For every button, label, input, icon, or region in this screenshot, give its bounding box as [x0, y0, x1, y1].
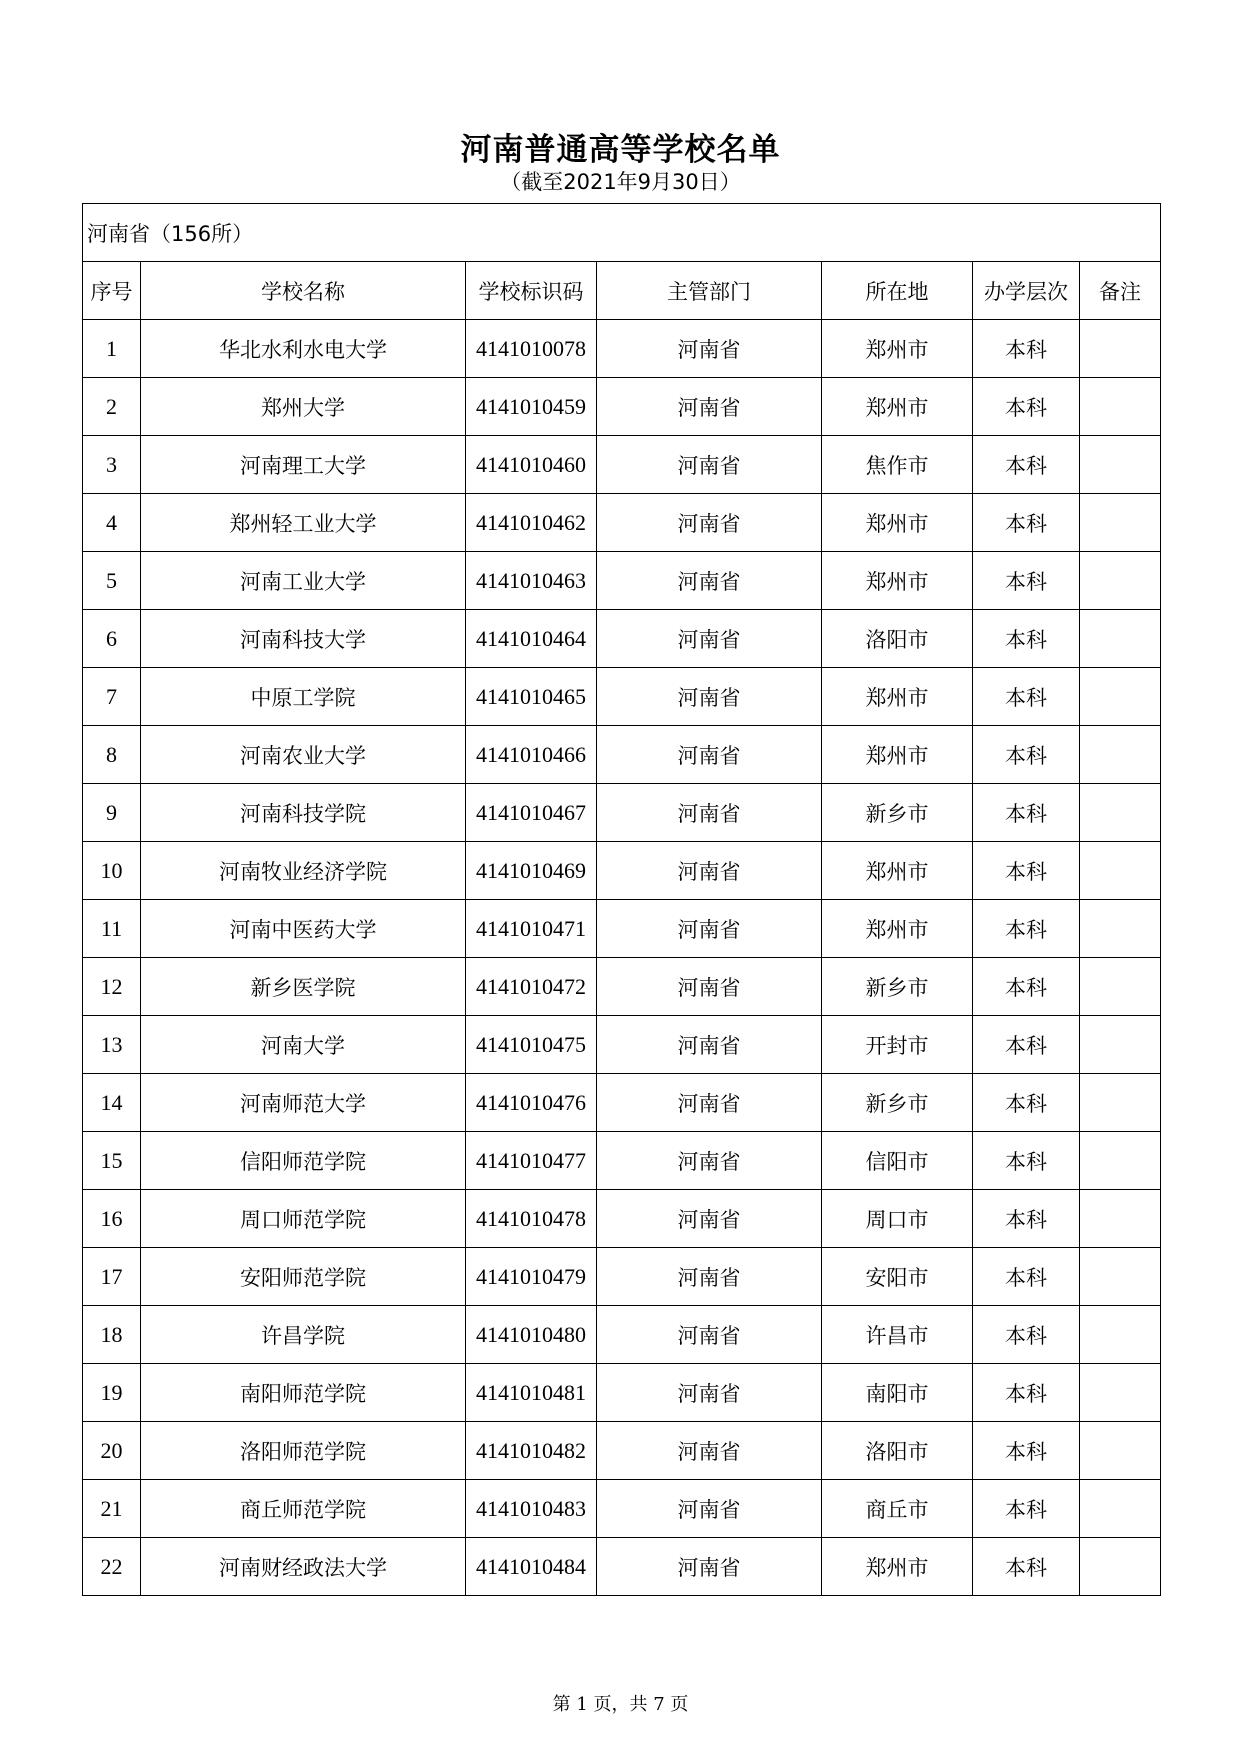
table-row: [83, 1132, 1161, 1190]
cell-location: 郑州市: [822, 1538, 973, 1596]
cell-department: 河南省: [597, 1016, 822, 1074]
cell-school-name: 信阳师范学院: [141, 1132, 466, 1190]
cell-school-name: 新乡医学院: [141, 958, 466, 1016]
cell-school-code: 4141010471: [466, 900, 597, 958]
cell-serial: 14: [83, 1074, 141, 1132]
cell-location: 郑州市: [822, 552, 973, 610]
cell-school-name: 商丘师范学院: [141, 1480, 466, 1538]
cell-school-name: 郑州大学: [141, 378, 466, 436]
cell-school-code: 4141010459: [466, 378, 597, 436]
cell-department: 河南省: [597, 842, 822, 900]
cell-school-code: 4141010466: [466, 726, 597, 784]
cell-school-code: 4141010477: [466, 1132, 597, 1190]
cell-level: 本科: [973, 1364, 1080, 1422]
table-row: [83, 494, 1161, 552]
cell-department: 河南省: [597, 668, 822, 726]
cell-serial: 22: [83, 1538, 141, 1596]
cell-note: [1080, 1016, 1161, 1074]
cell-school-code: 4141010460: [466, 436, 597, 494]
table-row: [83, 320, 1161, 378]
cell-department: 河南省: [597, 320, 822, 378]
cell-location: 新乡市: [822, 1074, 973, 1132]
cell-department: 河南省: [597, 726, 822, 784]
table-row: [83, 1364, 1161, 1422]
cell-note: [1080, 378, 1161, 436]
table-row: [83, 1248, 1161, 1306]
cell-school-code: 4141010465: [466, 668, 597, 726]
cell-note: [1080, 1190, 1161, 1248]
cell-school-code: 4141010478: [466, 1190, 597, 1248]
cell-school-name: 河南师范大学: [141, 1074, 466, 1132]
table-row: [83, 1190, 1161, 1248]
cell-serial: 19: [83, 1364, 141, 1422]
cell-school-code: 4141010463: [466, 552, 597, 610]
cell-level: 本科: [973, 494, 1080, 552]
cell-serial: 13: [83, 1016, 141, 1074]
cell-department: 河南省: [597, 610, 822, 668]
cell-department: 河南省: [597, 958, 822, 1016]
table-row: [83, 900, 1161, 958]
cell-school-code: 4141010462: [466, 494, 597, 552]
table-row: [83, 378, 1161, 436]
table-row: [83, 726, 1161, 784]
cell-note: [1080, 610, 1161, 668]
cell-location: 郑州市: [822, 320, 973, 378]
cell-location: 许昌市: [822, 1306, 973, 1364]
cell-note: [1080, 320, 1161, 378]
cell-school-code: 4141010469: [466, 842, 597, 900]
table-row: [83, 552, 1161, 610]
cell-level: 本科: [973, 610, 1080, 668]
cell-serial: 10: [83, 842, 141, 900]
cell-department: 河南省: [597, 1132, 822, 1190]
cell-department: 河南省: [597, 1480, 822, 1538]
cell-school-name: 河南中医药大学: [141, 900, 466, 958]
cell-level: 本科: [973, 1074, 1080, 1132]
document-title: 河南普通高等学校名单: [460, 132, 781, 168]
cell-department: 河南省: [597, 900, 822, 958]
cell-note: [1080, 900, 1161, 958]
cell-location: 开封市: [822, 1016, 973, 1074]
cell-school-name: 郑州轻工业大学: [141, 494, 466, 552]
cell-serial: 11: [83, 900, 141, 958]
cell-level: 本科: [973, 900, 1080, 958]
cell-serial: 2: [83, 378, 141, 436]
cell-school-code: 4141010482: [466, 1422, 597, 1480]
cell-location: 郑州市: [822, 378, 973, 436]
cell-school-code: 4141010475: [466, 1016, 597, 1074]
table-row: [83, 1538, 1161, 1596]
cell-level: 本科: [973, 726, 1080, 784]
cell-serial: 21: [83, 1480, 141, 1538]
cell-level: 本科: [973, 1016, 1080, 1074]
table-row: [83, 958, 1161, 1016]
table-row: [83, 842, 1161, 900]
cell-school-name: 中原工学院: [141, 668, 466, 726]
cell-note: [1080, 436, 1161, 494]
table-row: [83, 1074, 1161, 1132]
cell-school-name: 河南科技学院: [141, 784, 466, 842]
cell-location: 郑州市: [822, 494, 973, 552]
cell-location: 新乡市: [822, 784, 973, 842]
column-header-row: [83, 262, 1161, 320]
cell-department: 河南省: [597, 552, 822, 610]
cell-level: 本科: [973, 1248, 1080, 1306]
cell-level: 本科: [973, 1422, 1080, 1480]
cell-location: 洛阳市: [822, 610, 973, 668]
cell-level: 本科: [973, 1132, 1080, 1190]
document-subtitle: （截至2021年9月30日）: [500, 170, 741, 194]
header-note: 备注: [1080, 262, 1161, 320]
cell-school-code: 4141010476: [466, 1074, 597, 1132]
cell-department: 河南省: [597, 784, 822, 842]
cell-note: [1080, 1480, 1161, 1538]
cell-serial: 20: [83, 1422, 141, 1480]
table-row: [83, 1480, 1161, 1538]
cell-location: 南阳市: [822, 1364, 973, 1422]
cell-note: [1080, 1248, 1161, 1306]
cell-school-code: 4141010479: [466, 1248, 597, 1306]
cell-department: 河南省: [597, 494, 822, 552]
cell-school-name: 华北水利水电大学: [141, 320, 466, 378]
table-row: [83, 784, 1161, 842]
cell-department: 河南省: [597, 1190, 822, 1248]
cell-level: 本科: [973, 552, 1080, 610]
cell-serial: 15: [83, 1132, 141, 1190]
cell-note: [1080, 784, 1161, 842]
cell-note: [1080, 958, 1161, 1016]
cell-note: [1080, 1422, 1161, 1480]
cell-note: [1080, 668, 1161, 726]
cell-serial: 3: [83, 436, 141, 494]
cell-level: 本科: [973, 378, 1080, 436]
cell-serial: 12: [83, 958, 141, 1016]
cell-department: 河南省: [597, 378, 822, 436]
cell-location: 新乡市: [822, 958, 973, 1016]
cell-department: 河南省: [597, 1364, 822, 1422]
cell-location: 商丘市: [822, 1480, 973, 1538]
cell-school-name: 河南科技大学: [141, 610, 466, 668]
page-footer: 第 1 页，共 7 页: [552, 1694, 689, 1715]
cell-school-code: 4141010481: [466, 1364, 597, 1422]
cell-note: [1080, 1132, 1161, 1190]
cell-school-code: 4141010480: [466, 1306, 597, 1364]
header-level: 办学层次: [973, 262, 1080, 320]
cell-school-name: 洛阳师范学院: [141, 1422, 466, 1480]
cell-school-name: 南阳师范学院: [141, 1364, 466, 1422]
cell-location: 郑州市: [822, 726, 973, 784]
cell-serial: 4: [83, 494, 141, 552]
cell-school-name: 河南农业大学: [141, 726, 466, 784]
cell-serial: 17: [83, 1248, 141, 1306]
cell-level: 本科: [973, 1538, 1080, 1596]
cell-note: [1080, 552, 1161, 610]
cell-serial: 8: [83, 726, 141, 784]
table-row: [83, 1306, 1161, 1364]
cell-location: 安阳市: [822, 1248, 973, 1306]
cell-level: 本科: [973, 320, 1080, 378]
cell-department: 河南省: [597, 1422, 822, 1480]
cell-note: [1080, 842, 1161, 900]
cell-note: [1080, 494, 1161, 552]
cell-serial: 1: [83, 320, 141, 378]
cell-location: 信阳市: [822, 1132, 973, 1190]
cell-note: [1080, 726, 1161, 784]
cell-location: 郑州市: [822, 842, 973, 900]
cell-level: 本科: [973, 784, 1080, 842]
cell-school-name: 周口师范学院: [141, 1190, 466, 1248]
cell-school-name: 河南牧业经济学院: [141, 842, 466, 900]
cell-department: 河南省: [597, 1074, 822, 1132]
cell-note: [1080, 1538, 1161, 1596]
cell-location: 郑州市: [822, 668, 973, 726]
cell-serial: 16: [83, 1190, 141, 1248]
cell-level: 本科: [973, 1190, 1080, 1248]
cell-department: 河南省: [597, 1538, 822, 1596]
cell-school-name: 河南财经政法大学: [141, 1538, 466, 1596]
table-row: [83, 610, 1161, 668]
cell-school-code: 4141010483: [466, 1480, 597, 1538]
cell-school-name: 河南大学: [141, 1016, 466, 1074]
table-row: [83, 436, 1161, 494]
cell-level: 本科: [973, 1480, 1080, 1538]
header-school-name: 学校名称: [141, 262, 466, 320]
cell-department: 河南省: [597, 1306, 822, 1364]
cell-location: 焦作市: [822, 436, 973, 494]
cell-school-code: 4141010464: [466, 610, 597, 668]
cell-level: 本科: [973, 436, 1080, 494]
section-label: 河南省（156所）: [83, 204, 1161, 262]
cell-school-name: 安阳师范学院: [141, 1248, 466, 1306]
cell-serial: 5: [83, 552, 141, 610]
cell-note: [1080, 1306, 1161, 1364]
cell-serial: 9: [83, 784, 141, 842]
cell-serial: 18: [83, 1306, 141, 1364]
header-serial: 序号: [83, 262, 141, 320]
cell-department: 河南省: [597, 1248, 822, 1306]
cell-location: 郑州市: [822, 900, 973, 958]
header-location: 所在地: [822, 262, 973, 320]
table-row: [83, 668, 1161, 726]
cell-location: 周口市: [822, 1190, 973, 1248]
section-header-row: [83, 204, 1161, 262]
cell-level: 本科: [973, 1306, 1080, 1364]
table-row: [83, 1422, 1161, 1480]
cell-school-code: 4141010484: [466, 1538, 597, 1596]
cell-school-name: 河南工业大学: [141, 552, 466, 610]
cell-level: 本科: [973, 842, 1080, 900]
cell-department: 河南省: [597, 436, 822, 494]
table-row: [83, 1016, 1161, 1074]
cell-serial: 6: [83, 610, 141, 668]
cell-school-code: 4141010467: [466, 784, 597, 842]
cell-location: 洛阳市: [822, 1422, 973, 1480]
cell-school-name: 许昌学院: [141, 1306, 466, 1364]
cell-level: 本科: [973, 668, 1080, 726]
school-list-table: [82, 203, 1161, 1596]
cell-level: 本科: [973, 958, 1080, 1016]
cell-school-name: 河南理工大学: [141, 436, 466, 494]
header-department: 主管部门: [597, 262, 822, 320]
cell-school-code: 4141010078: [466, 320, 597, 378]
cell-serial: 7: [83, 668, 141, 726]
cell-note: [1080, 1364, 1161, 1422]
header-school-code: 学校标识码: [466, 262, 597, 320]
cell-school-code: 4141010472: [466, 958, 597, 1016]
cell-note: [1080, 1074, 1161, 1132]
